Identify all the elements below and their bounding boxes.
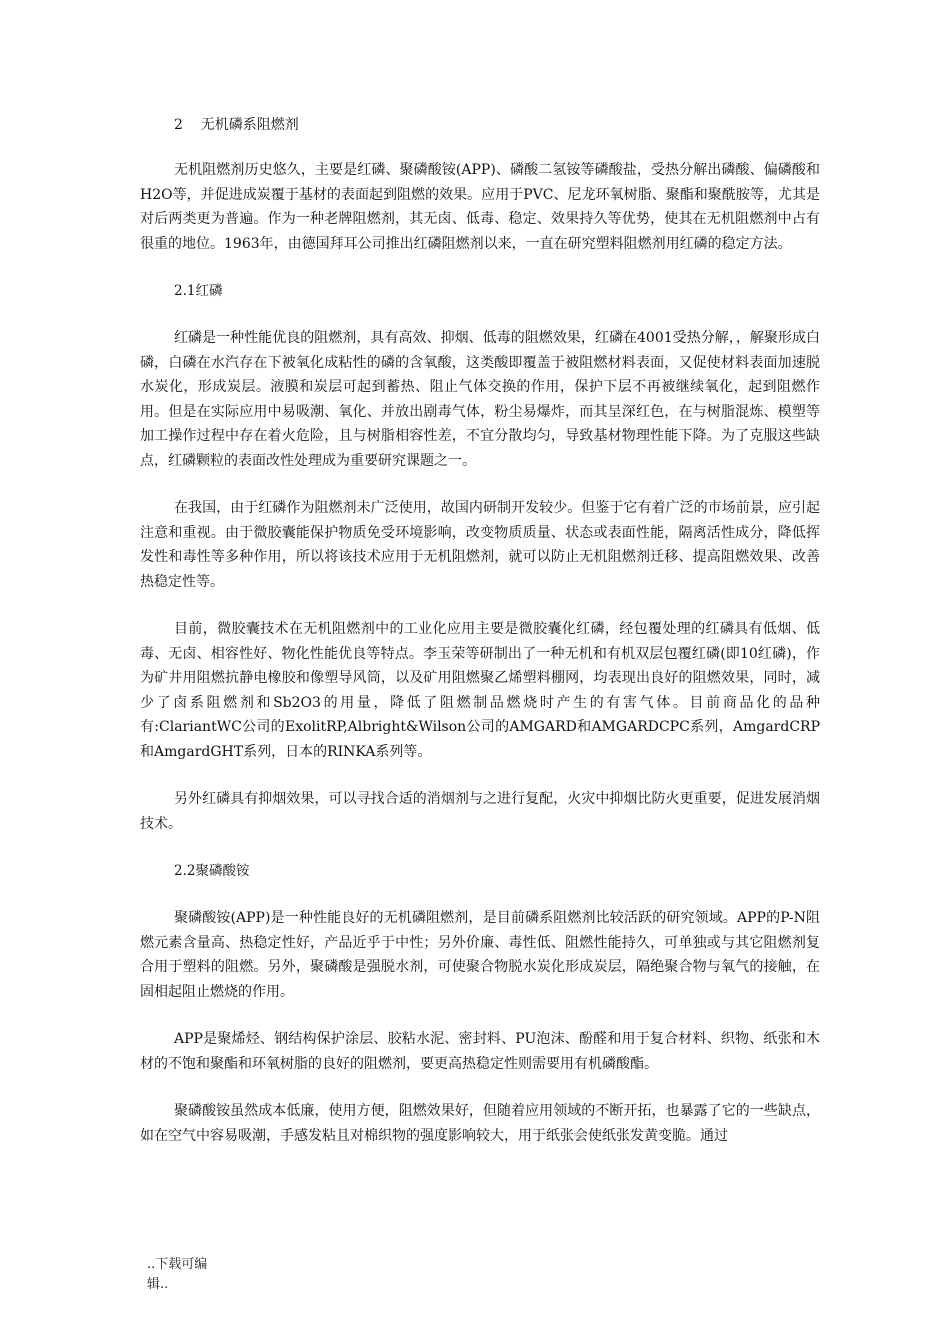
app-paragraph-1: 聚磷酸铵(APP)是一种性能良好的无机磷阻燃剂，是目前磷系阻燃剂比较活跃的研究领域。APP的P-N阻燃元素含量高、热稳定性好，产品近乎于中性；另外价廉、毒性低、阻燃性能持久，可单独或与其它阻燃剂复合用于塑料的阻燃。另外，聚磷酸是强脱水剂，可使聚合物脱水炭化形成炭层，隔绝聚合物与氧气的接触，在固相起阻止燃烧的作用。 (140, 910, 820, 1000)
subsection-title-red-phosphorus: 2.1红磷 (174, 283, 223, 299)
red-phosphorus-paragraph-2: 在我国，由于红磷作为阻燃剂未广泛使用，故国内研制开发较少。但鉴于它有着广泛的市场前景，应引起注意和重视。由于微胶囊能保护物质免受环境影响，改变物质质量、状态或表面性能，隔离活性成分，降低挥发性和毒性等多种作用，所以将该技术应用于无机阻燃剂，就可以防止无机阻燃剂迁移、提高阻燃效果、改善热稳定性等。 (140, 500, 820, 590)
section-title: 2 无机磷系阻燃剂 (174, 117, 299, 133)
red-phosphorus-paragraph-3: 目前，微胶囊技术在无机阻燃剂中的工业化应用主要是微胶囊化红磷，经包覆处理的红磷具有低烟、低毒、无卤、相容性好、物化性能优良等特点。李玉荣等研制出了一种无机和有机双层包覆红磷(即10红磷)，作为矿井用阻燃抗静电橡胶和像塑导风筒，以及矿用阻燃聚乙烯塑料棚网，均表现出良好的阻燃效果，同时，减少了卤系阻燃剂和Sb2O3的用量，降低了阻燃制品燃烧时产生的有害气体。目前商品化的品种有:ClariantWC公司的ExolitRP,Albright&Wilson公司的AMGARD和AMGARDCPC系列，AmgardCRP和AmgardGHT系列，日本的RINKA系列等。 (140, 621, 820, 760)
intro-paragraph: 无机阻燃剂历史悠久，主要是红磷、聚磷酸铵(APP)、磷酸二氢铵等磷酸盐，受热分解出磷酸、偏磷酸和H2O等，并促进成炭覆于基材的表面起到阻燃的效果。应用于PVC、尼龙环氧树脂、聚酯和聚酰胺等，尤其是对后两类更为普遍。作为一种老牌阻燃剂，其无卤、低毒、稳定、效果持久等优势，使其在无机阻燃剂中占有很重的地位。1963年，由德国拜耳公司推出红磷阻燃剂以来，一直在研究塑料阻燃剂用红磷的稳定方法。 (140, 162, 820, 252)
red-phosphorus-paragraph-1: 红磷是一种性能优良的阻燃剂，具有高效、抑烟、低毒的阻燃效果，红磷在4001受热分解，，解聚形成白磷，白磷在水汽存在下被氧化成粘性的磷的含氧酸，这类酸即覆盖于被阻燃材料表面，又促使材料表面加速脱水炭化，形成炭层。液膜和炭层可起到蓄热、阻止气体交换的作用，保护下层不再被继续氧化，起到阻燃作用。但是在实际应用中易吸潮、氧化、并放出剧毒气体，粉尘易爆炸，而其呈深红色，在与树脂混炼、模塑等加工操作过程中存在着火危险，且与树脂相容性差，不宜分散均匀，导致基材物理性能下降。为了克服这些缺点，红磷颗粒的表面改性处理成为重要研究课题之一。 (140, 330, 820, 469)
subsection-title-app: 2.2聚磷酸铵 (174, 863, 250, 879)
footer-note: ..下载可编辑.. (147, 1257, 208, 1292)
app-paragraph-2: APP是聚烯烃、钢结构保护涂层、胶粘水泥、密封料、PU泡沫、酚醛和用于复合材料、织物、纸张和木材的不饱和聚酯和环氧树脂的良好的阻燃剂，要更高热稳定性则需要用有机磷酸酯。 (140, 1031, 820, 1072)
red-phosphorus-paragraph-4: 另外红磷具有抑烟效果，可以寻找合适的消烟剂与之进行复配，火灾中抑烟比防火更重要，促进发展消烟技术。 (140, 791, 820, 832)
app-paragraph-3: 聚磷酸铵虽然成本低廉，使用方便，阻燃效果好，但随着应用领域的不断开拓，也暴露了它的一些缺点，如在空气中容易吸潮，手感发粘且对棉织物的强度影响较大，用于纸张会使纸张发黄变脆。通过 (140, 1103, 820, 1144)
document-body (140, 112, 820, 1171)
